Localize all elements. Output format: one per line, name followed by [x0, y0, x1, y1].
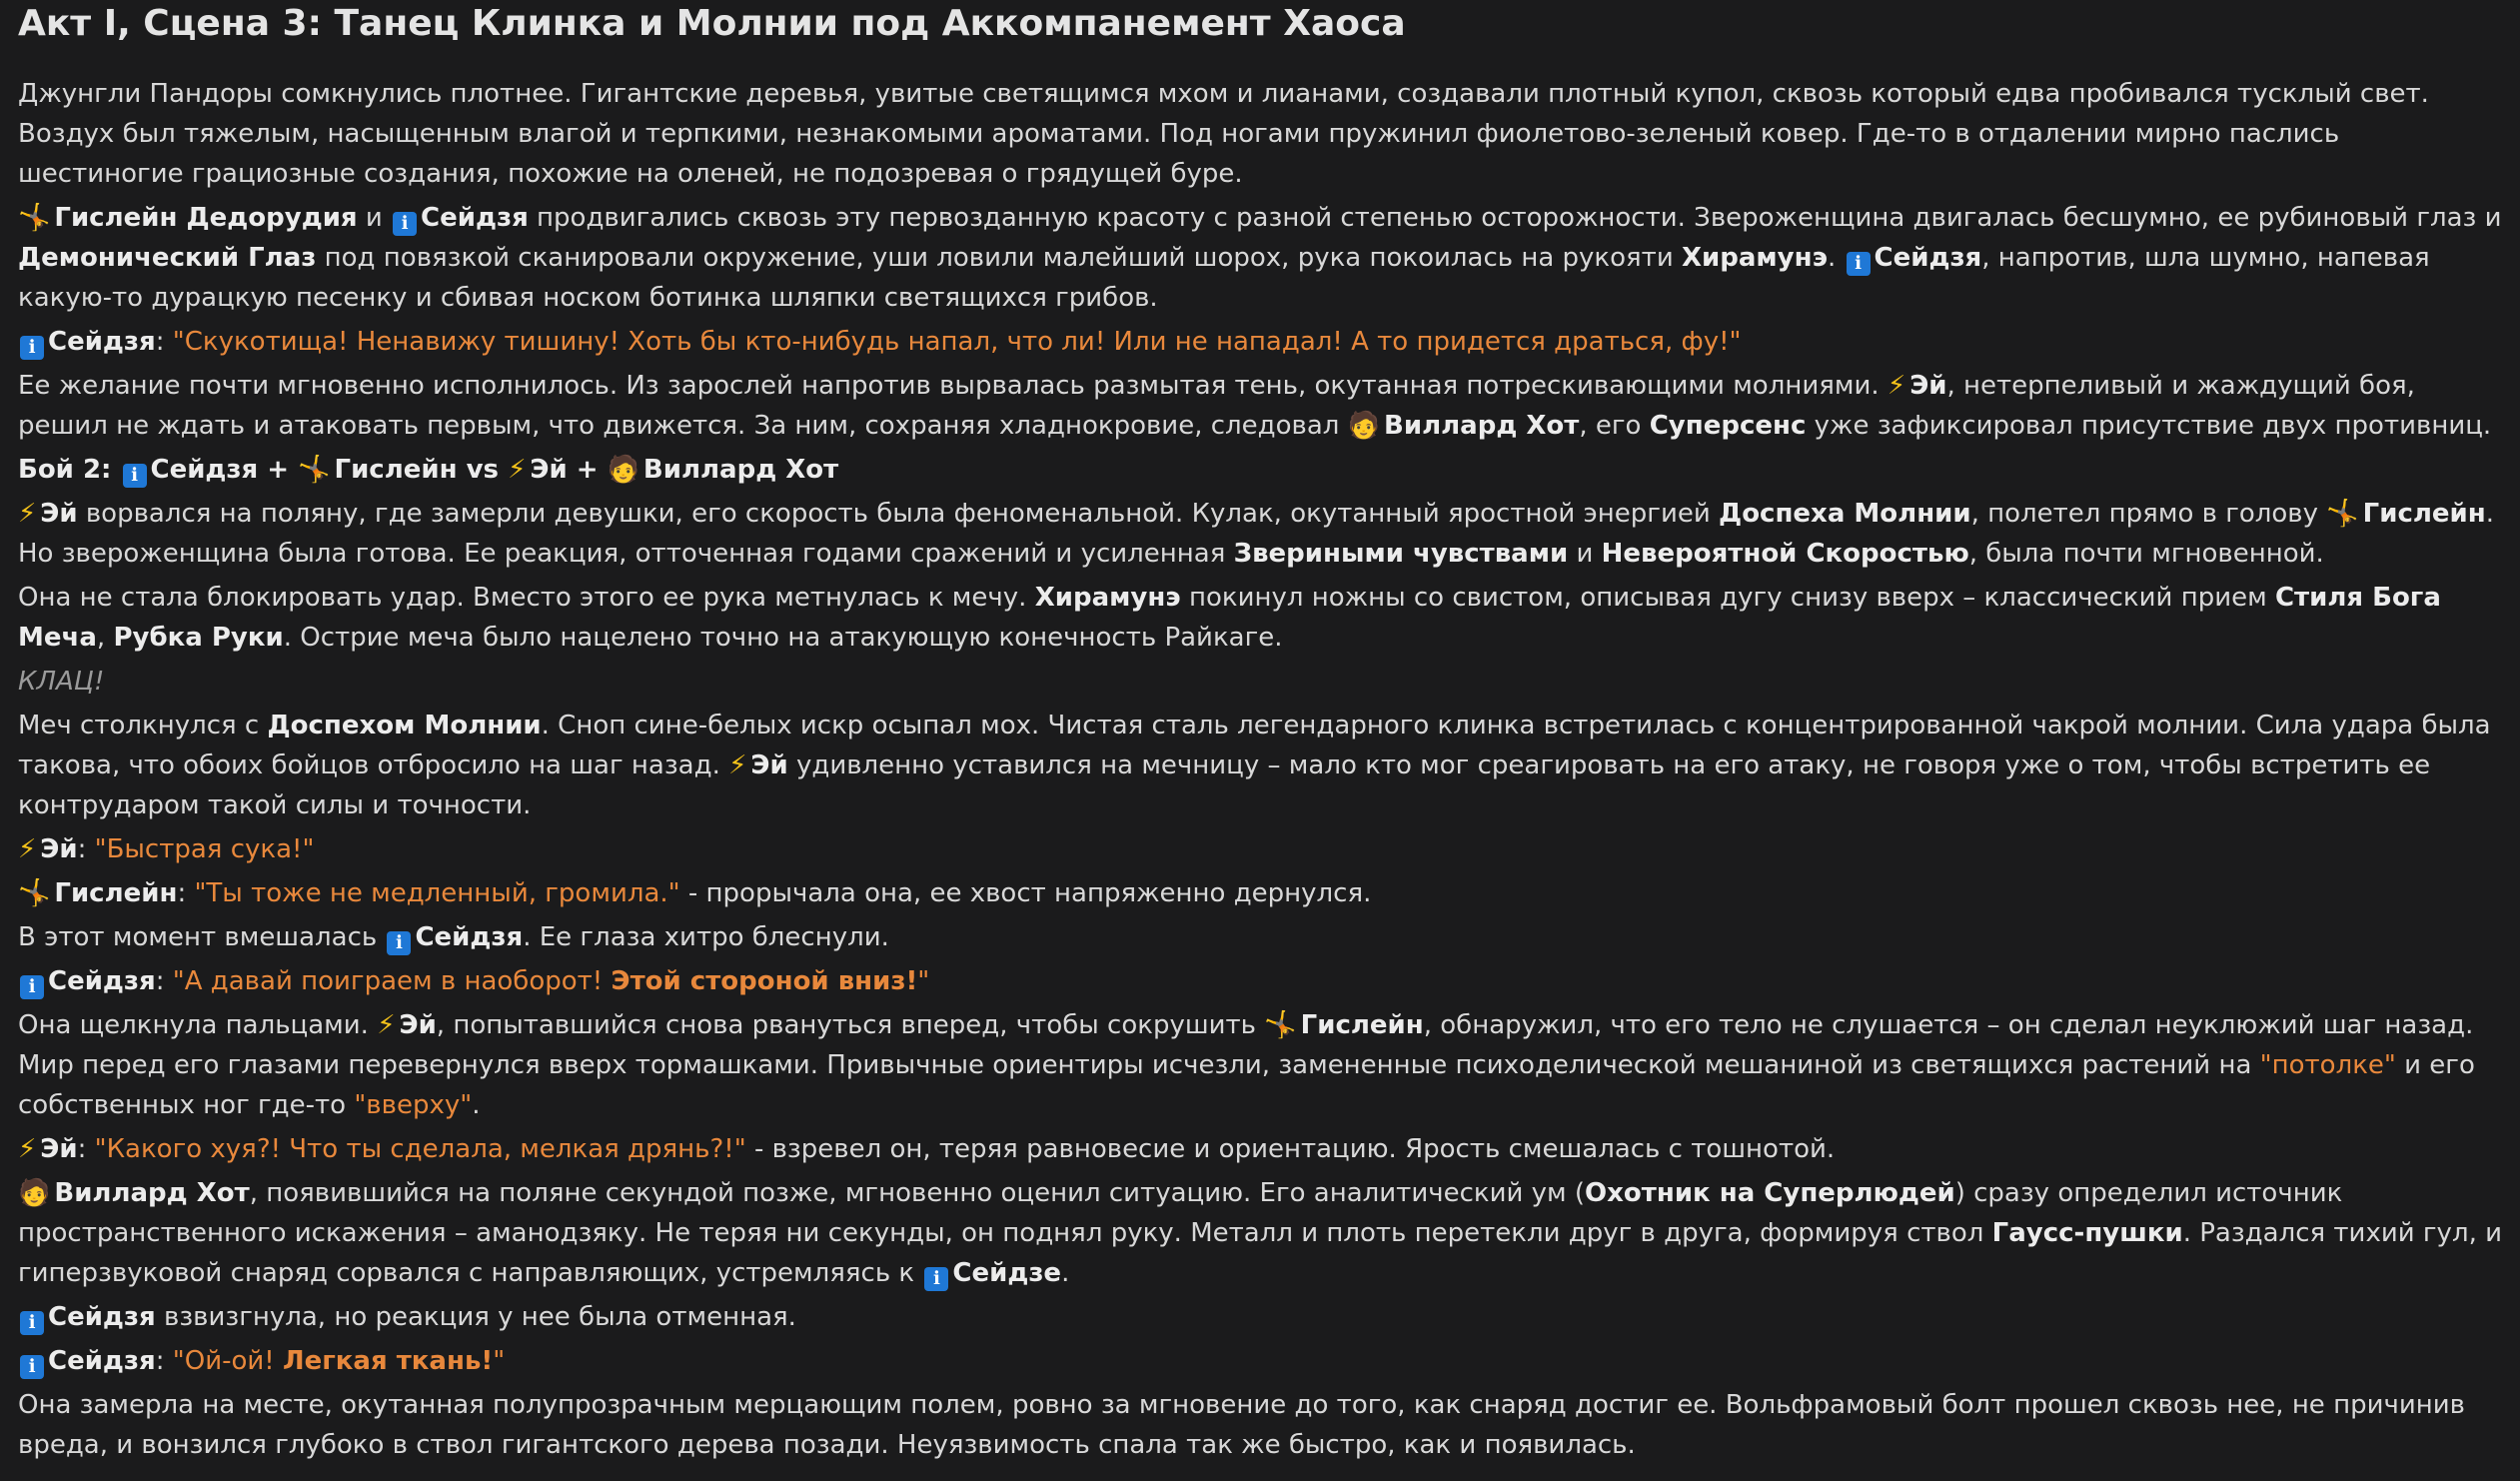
story-paragraph — [18, 74, 2502, 194]
text-run: уже зафиксировал присутствие двух противниц. — [1806, 411, 2492, 441]
text-run: , появившийся на поляне секундой позже, мгновенно оценил ситуацию. Его аналитический ум ( — [249, 1178, 1586, 1208]
story-paragraph — [18, 322, 2502, 362]
text-run: - взревел он, теряя равновесие и ориентацию. Ярость смешалась с тошнотой. — [745, 1134, 1836, 1164]
bold-text: Суперсенс — [1649, 411, 1807, 441]
text-run: Она щелкнула пальцами. — [18, 1010, 378, 1040]
story-paragraph — [18, 829, 2502, 869]
text-run: . Сноп сине-белых искр осыпал мох. Чистая сталь легендарного клинка встретилась с концентрированной чакрой молнии. Сила удара была такова, что обоих бойцов отбросило на шаг назад. — [18, 711, 2491, 780]
text-run: . Острие меча было нацелено точно на атакующую конечность Райкаге. — [283, 623, 1283, 653]
story-paragraph — [18, 706, 2502, 825]
text-run: : — [77, 1134, 95, 1164]
story-paragraph — [18, 1129, 2502, 1169]
quote-text: "А давай поиграем в наоборот! — [172, 966, 612, 996]
text-run: . Раздался тихий гул, и гиперзвуковой снаряд сорвался с направляющих, устремляясь к — [18, 1218, 2502, 1288]
bold-text: Эй + — [530, 455, 608, 485]
bold-text: Сейдзя — [1874, 243, 1982, 273]
lightning-icon: ⚡ — [508, 455, 527, 485]
person-icon: 🧑 — [607, 455, 639, 485]
bold-text: Виллард Хот — [642, 455, 839, 485]
bold-text: Доспехом Молнии — [267, 711, 542, 740]
bold-text: Стиля Бога Меча — [18, 583, 2441, 653]
info-icon: ℹ — [393, 212, 417, 236]
bold-text: Гислейн Дедорудия — [54, 203, 358, 233]
text-run: . — [1827, 243, 1845, 273]
text-run: , напротив, шла шумно, напевая какую-то дурацкую песенку и сбивая носком ботинка шляпки светящихся грибов. — [18, 243, 2430, 313]
scene-title: Акт I, Сцена 3: Танец Клинка и Молнии под Аккомпанемент Хаоса — [18, 3, 1406, 44]
acrobat-icon: 🤸 — [1264, 1010, 1297, 1040]
text-run: . Но звероженщина была готова. Ее реакция, отточенная годами сражений и усиленная — [18, 499, 2494, 569]
quote-text: "Какого хуя?! Что ты сделала, мелкая дрянь?!" — [94, 1134, 746, 1164]
story-paragraph — [18, 1385, 2502, 1465]
bold-text: Сейдзя — [421, 203, 529, 233]
bold-text: Гаусс-пушки — [1991, 1218, 2183, 1248]
bold-text: Виллард Хот — [54, 1178, 250, 1208]
bold-text: Гислейн vs — [334, 455, 509, 485]
lightning-icon: ⚡ — [18, 1134, 37, 1164]
text-run: , полетел прямо в голову — [1970, 499, 2327, 529]
quote-text: "потолке" — [2259, 1050, 2396, 1080]
sound-effect-text: КЛАЦ! — [18, 667, 105, 697]
text-run: : — [155, 327, 173, 357]
bold-text: Гислейн — [1300, 1010, 1424, 1040]
story-paragraph — [18, 1005, 2502, 1125]
text-run: , обнаружил, что его тело не слушается – он сделал неуклюжий шаг назад. Мир перед его глазами перевернулся вверх тормашками. Привычные ориентиры исчезли, замененные психоделической мешаниной из светящихся растений на — [18, 1010, 2474, 1080]
info-icon: ℹ — [387, 931, 411, 955]
quote-text: "Ты тоже не медленный, громила." — [194, 878, 680, 908]
bold-text: Невероятной Скоростью — [1601, 539, 1969, 569]
story-paragraph — [18, 1297, 2502, 1337]
info-icon: ℹ — [20, 975, 44, 999]
acrobat-icon: 🤸 — [18, 203, 51, 233]
bold-text: Доспеха Молнии — [1719, 499, 1971, 529]
lightning-icon: ⚡ — [18, 834, 37, 864]
story-paragraph — [18, 961, 2502, 1001]
quote-text: Этой стороной вниз! — [611, 966, 918, 996]
info-icon: ℹ — [924, 1267, 948, 1291]
story-paragraph — [18, 873, 2502, 913]
bold-text: Эй — [750, 750, 788, 780]
story-paragraph — [18, 366, 2502, 446]
text-run: , его — [1579, 411, 1650, 441]
bold-text: Эй — [1909, 371, 1947, 401]
text-run: , попытавшийся снова рвануться вперед, чтобы сокрушить — [436, 1010, 1265, 1040]
text-run: Меч столкнулся с — [18, 711, 268, 740]
text-run: взвизгнула, но реакция у нее была отменная. — [155, 1302, 796, 1332]
quote-text: "вверху" — [354, 1090, 473, 1120]
story-paragraph — [18, 1341, 2502, 1381]
person-icon: 🧑 — [18, 1178, 51, 1208]
bold-text: Виллард Хот — [1384, 411, 1580, 441]
acrobat-icon: 🤸 — [2326, 499, 2359, 529]
bold-text: Хирамунэ — [1681, 243, 1828, 273]
story-paragraph — [18, 917, 2502, 957]
text-run: : — [177, 878, 195, 908]
bold-text: Сейдзя — [48, 966, 156, 996]
text-run: , — [96, 623, 114, 653]
bold-text: Гислейн — [2362, 499, 2486, 529]
story-paragraph — [18, 1173, 2502, 1293]
bold-text: Эй — [399, 1010, 437, 1040]
acrobat-icon: 🤸 — [298, 455, 331, 485]
text-run: . — [1061, 1258, 1070, 1288]
info-icon: ℹ — [20, 1311, 44, 1335]
story-paragraph — [18, 494, 2502, 574]
bold-text: Гислейн — [54, 878, 178, 908]
info-icon: ℹ — [20, 336, 44, 360]
quote-text: " — [493, 1346, 506, 1376]
quote-text: "Быстрая сука!" — [94, 834, 315, 864]
bold-text: Эй — [40, 834, 78, 864]
text-run: : — [77, 834, 95, 864]
text-run: Она не стала блокировать удар. Вместо этого ее рука метнулась к мечу. — [18, 583, 1035, 613]
quote-text: Легкая ткань! — [282, 1346, 494, 1376]
bold-text: Бой 2: — [18, 455, 121, 485]
bold-text: Демонический Глаз — [18, 243, 317, 273]
text-run: , нетерпеливый и жаждущий боя, решил не ждать и атаковать первым, что движется. За ним, сохраняя хладнокровие, следовал — [18, 371, 2415, 441]
bold-text: Охотник на Суперлюдей — [1585, 1178, 1955, 1208]
acrobat-icon: 🤸 — [18, 878, 51, 908]
text-run: под повязкой сканировали окружение, уши ловили малейший шорох, рука покоилась на рукояти — [316, 243, 1682, 273]
story-paragraph — [18, 578, 2502, 658]
text-run: и его собственных ног где-то — [18, 1050, 2475, 1120]
bold-text: Сейдзя — [48, 1302, 156, 1332]
text-run: и — [357, 203, 392, 233]
info-icon: ℹ — [20, 1355, 44, 1379]
bold-text: Хирамунэ — [1034, 583, 1181, 613]
bold-text: Сейдзя — [48, 327, 156, 357]
text-run: удивленно уставился на мечницу – мало кто мог среагировать на его атаку, не говоря уже о том, чтобы встретить ее контрударом такой силы и точности. — [18, 750, 2431, 820]
text-run: покинул ножны со свистом, описывая дугу снизу вверх – классический прием — [1180, 583, 2275, 613]
lightning-icon: ⚡ — [1887, 371, 1906, 401]
text-run: продвигались сквозь эту первозданную красоту с разной степенью осторожности. Звероженщина двигалась бесшумно, ее рубиновый глаз и — [528, 203, 2502, 233]
story-paragraph — [18, 450, 2502, 490]
lightning-icon: ⚡ — [18, 499, 37, 529]
text-run: : — [155, 1346, 173, 1376]
story-body — [18, 74, 2502, 1465]
bold-text: Сейдзя + — [150, 455, 299, 485]
bold-text: Сейдзе — [952, 1258, 1062, 1288]
story-paragraph — [18, 198, 2502, 318]
person-icon: 🧑 — [1347, 411, 1381, 441]
text-run: и — [1568, 539, 1602, 569]
text-run: Ее желание почти мгновенно исполнилось. Из зарослей напротив вырвалась размытая тень, окутанная потрескивающими молниями. — [18, 371, 1888, 401]
lightning-icon: ⚡ — [377, 1010, 396, 1040]
text-run: . Ее глаза хитро блеснули. — [523, 922, 889, 952]
text-run: ворвался на поляну, где замерли девушки, его скорость была феноменальной. Кулак, окутанный яростной энергией — [77, 499, 1720, 529]
bold-text: Сейдзя — [48, 1346, 156, 1376]
text-run: В этот момент вмешалась — [18, 922, 386, 952]
text-run: : — [155, 966, 173, 996]
text-run: Джунгли Пандоры сомкнулись плотнее. Гигантские деревья, увитые светящимся мхом и лианами, создавали плотный купол, сквозь который едва пробивался тусклый свет. Воздух был тяжелым, насыщенным влагой и терпкими, незнакомыми ароматами. Под ногами пружинил фиолетово-зеленый ковер. Где-то в отдалении мирно паслись шестиногие грациозные создания, похожие на оленей, не подозревая о грядущей буре. — [18, 79, 2429, 189]
quote-text: " — [917, 966, 930, 996]
quote-text: "Ой-ой! — [172, 1346, 283, 1376]
lightning-icon: ⚡ — [728, 750, 747, 780]
info-icon: ℹ — [1847, 252, 1871, 276]
bold-text: Эй — [40, 1134, 78, 1164]
text-run: , была почти мгновенной. — [1968, 539, 2324, 569]
text-run: - прорычала она, ее хвост напряженно дернулся. — [679, 878, 1372, 908]
bold-text: Звериными чувствами — [1233, 539, 1569, 569]
bold-text: Сейдзя — [415, 922, 524, 952]
info-icon: ℹ — [123, 464, 147, 488]
text-run: ) сразу определил источник пространственного искажения – аманодзяку. Не теряя ни секунды, он поднял руку. Металл и плоть перетекли друг в друга, формируя ствол — [18, 1178, 2343, 1248]
bold-text: Рубка Руки — [113, 623, 284, 653]
story-paragraph — [18, 662, 2502, 702]
quote-text: "Скукотища! Ненавижу тишину! Хоть бы кто-нибудь напал, что ли! Или не нападал! А то придется драться, фу!" — [172, 327, 1742, 357]
bold-text: Эй — [40, 499, 78, 529]
text-run: . — [472, 1090, 481, 1120]
text-run: Она замерла на месте, окутанная полупрозрачным мерцающим полем, ровно за мгновение до того, как снаряд достиг ее. Вольфрамовый болт прошел сквозь нее, не причинив вреда, и вонзился глубоко в ствол гигантского дерева позади. Неуязвимость спала так же быстро, как и появилась. — [18, 1390, 2465, 1460]
